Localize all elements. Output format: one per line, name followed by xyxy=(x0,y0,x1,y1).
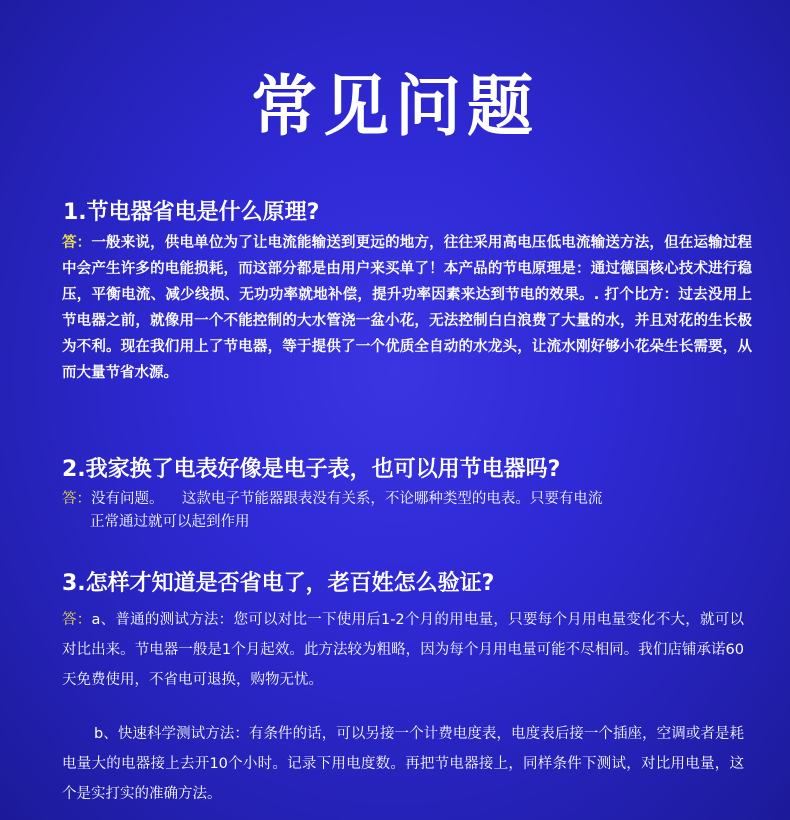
faq-item-1 xyxy=(0,198,790,386)
faq-item-2 xyxy=(0,455,790,533)
faq-answer-2 xyxy=(0,487,742,511)
faq-answer-1 xyxy=(0,230,752,386)
faq-answer-continued-2: 正常通过就可以起到作用 xyxy=(90,514,250,530)
page-title: 常见问题 xyxy=(251,68,539,145)
faq-question-2: 2.我家换了电表好像是电子表，也可以用节电器吗? xyxy=(62,457,561,482)
answer-label: 答： xyxy=(62,235,92,251)
faq-answer-text-3: a、普通的测试方法：您可以对比一下使用后1-2个月的用电量，只要每个月用电量变化不大，就可以对比出来。节电器一般是1个月起效。此方法较为粗略，因为每个月用电量可能不尽相同。我们店铺承诺60天免费使用，不省电可退换，购物无忧。 xyxy=(62,612,744,688)
faq-answer-text-2: 没有问题。 这款电子节能器跟表没有关系，不论哪种类型的电表。只要有电流 xyxy=(91,491,603,507)
faq-answer-method-b: b、快速科学测试方法：有条件的话，可以另接一个计费电度表，电度表后接一个插座，空调或者是耗电量大的电器接上去开10个小时。记录下用电度数。再把节电器接上，同样条件下测试，对比用电量，这个是实打实的准确方法。 xyxy=(62,726,744,802)
faq-question-3: 3.怎样才知道是否省电了，老百姓怎么验证? xyxy=(62,571,495,596)
faq-question-1: 1.节电器省电是什么原理? xyxy=(63,200,320,225)
answer-label: 答： xyxy=(62,612,92,628)
faq-answer-3 xyxy=(0,605,744,695)
answer-label: 答： xyxy=(62,491,91,507)
faq-answer-text-1: 一般来说，供电单位为了让电流能输送到更远的地方，往往采用高电压低电流输送方法，但在运输过程中会产生许多的电能损耗，而这部分都是由用户来买单了！本产品的节电原理是：通过德国核心技术进行稳压，平衡电流、减少线损、无功功率就地补偿，提升功率因素来达到节电的效果。. 打个比方：过去没用上节电器之前，就像用一个不能控制的大水管浇一盆小花，无法控制白白浪费了大量的水，并且对花的生长极为不利。现在我们用上了节电器，等于提供了一个优质全自动的水龙头，让流水刚好够小花朵生长需要，从而大量节省水源。 xyxy=(62,235,753,381)
faq-item-3 xyxy=(0,569,790,809)
